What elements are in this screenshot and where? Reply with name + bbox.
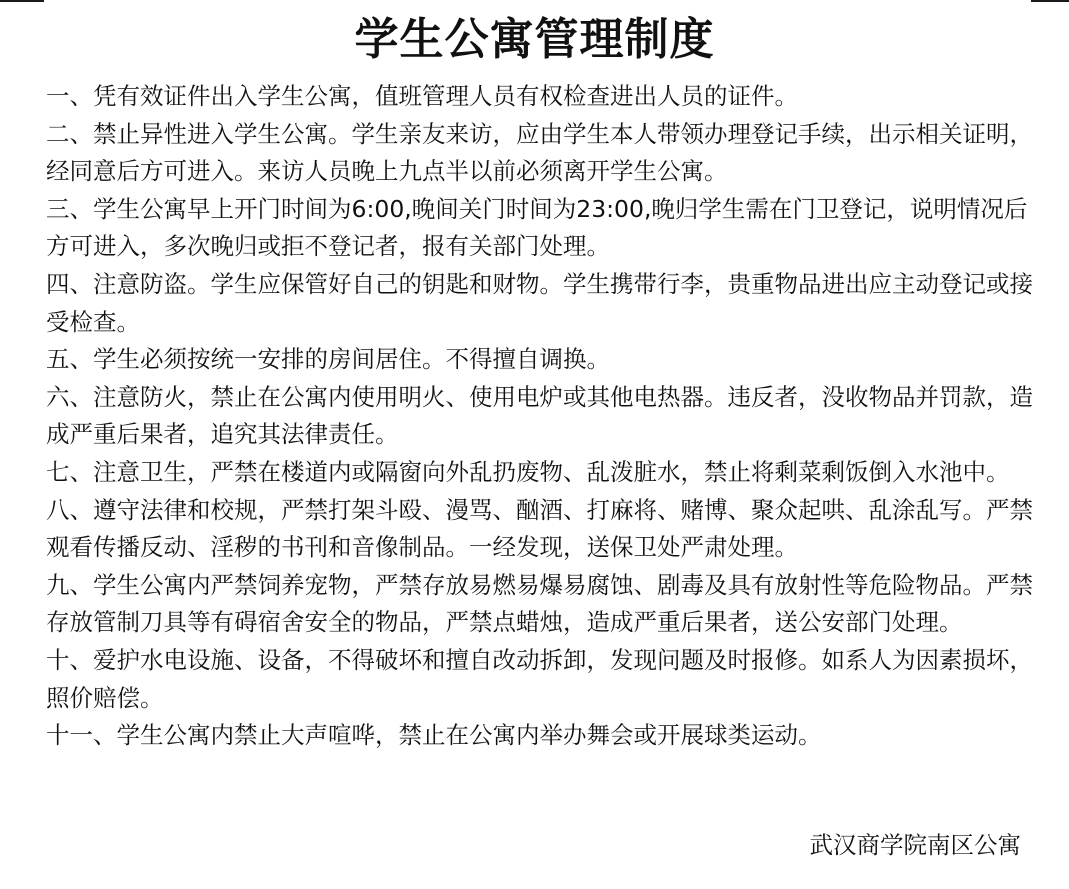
rule-4: 四、注意防盗。学生应保管好自己的钥匙和财物。学生携带行李，贵重物品进出应主动登记或接受检查。 xyxy=(46,269,1033,336)
rule-1: 一、凭有效证件出入学生公寓，值班管理人员有权检查进出人员的证件。 xyxy=(46,82,798,110)
rule-7: 七、注意卫生，严禁在楼道内或隔窗向外乱扔废物、乱泼脏水，禁止将剩菜剩饭倒入水池中。 xyxy=(46,457,1010,486)
rule-3: 三、学生公寓早上开门时间为6:00,晚间关门时间为23:00,晚归学生需在门卫登记，说明情况后方可进入，多次晚归或拒不登记者，报有关部门处理。 xyxy=(46,194,1028,261)
rule-8: 八、遵守法律和校规，严禁打架斗殴、漫骂、酗酒、打麻将、赌博、聚众起哄、乱涂乱写。严禁观看传播反动、淫秽的书刊和音像制品。一经发现，送保卫处严肃处理。 xyxy=(46,495,1033,562)
top-left-border-line xyxy=(0,0,44,2)
issuer-signature: 武汉商学院南区公寓 xyxy=(809,831,1021,859)
rule-11: 十一、学生公寓内禁止大声喧哗，禁止在公寓内举办舞会或开展球类运动。 xyxy=(46,721,822,750)
rule-5: 五、学生必须按统一安排的房间居住。不得擅自调换。 xyxy=(46,345,610,374)
rules-list xyxy=(46,78,1036,755)
rule-2: 二、禁止异性进入学生公寓。学生亲友来访，应由学生本人带领办理登记手续，出示相关证明，经同意后方可进入。来访人员晚上九点半以前必须离开学生公寓。 xyxy=(46,119,1033,186)
rule-6: 六、注意防火，禁止在公寓内使用明火、使用电炉或其他电热器。违反者，没收物品并罚款，造成严重后果者，追究其法律责任。 xyxy=(46,382,1033,449)
rule-10: 十、爱护水电设施、设备，不得破坏和擅自改动拆卸，发现问题及时报修。如系人为因素损坏，照价赔偿。 xyxy=(46,645,1033,712)
rule-9: 九、学生公寓内严禁饲养宠物，严禁存放易燃易爆易腐蚀、剧毒及具有放射性等危险物品。严禁存放管制刀具等有碍宿舍安全的物品，严禁点蜡烛，造成严重后果者，送公安部门处理。 xyxy=(46,570,1033,637)
document-title: 学生公寓管理制度 xyxy=(354,14,715,65)
top-right-border-line xyxy=(1031,0,1069,2)
